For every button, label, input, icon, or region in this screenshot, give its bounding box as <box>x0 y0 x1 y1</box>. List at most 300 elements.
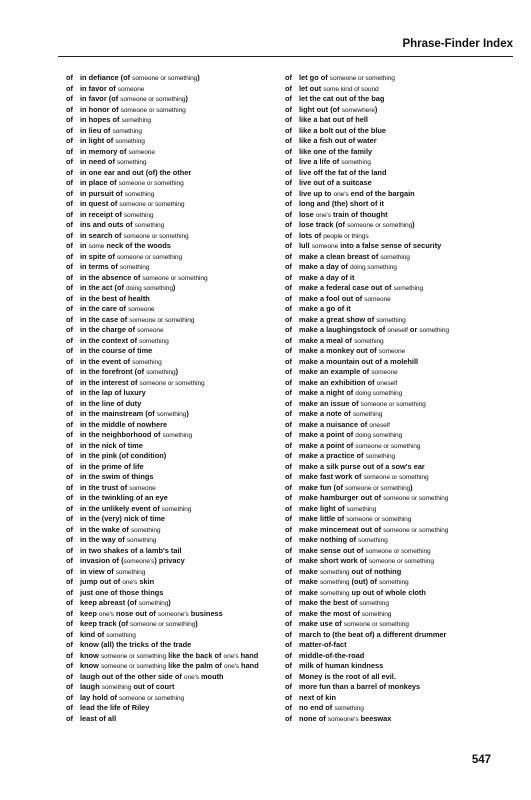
index-entry <box>285 472 515 483</box>
index-entry <box>66 115 278 126</box>
index-entry <box>66 430 278 441</box>
index-phrase: make use of someone or something <box>299 619 409 628</box>
index-keyword: of <box>66 220 73 229</box>
index-keyword: of <box>66 451 73 460</box>
index-phrase: make the most of something <box>299 608 392 618</box>
index-entry <box>285 609 515 620</box>
index-phrase: in the event of something <box>80 356 162 366</box>
index-keyword: of <box>285 125 292 135</box>
index-entry <box>285 315 515 326</box>
index-keyword: of <box>66 640 73 649</box>
index-keyword: of <box>66 514 73 523</box>
index-phrase: live off the fat of the land <box>299 167 387 177</box>
index-phrase: in defiance (of someone or something) <box>80 73 200 82</box>
index-entry <box>285 661 515 672</box>
index-keyword: of <box>285 640 292 649</box>
index-keyword: of <box>285 598 292 607</box>
index-entry <box>285 178 515 189</box>
index-entry <box>285 441 515 452</box>
index-entry <box>285 451 515 462</box>
index-keyword: of <box>66 115 73 124</box>
index-phrase: keep track (of someone or something) <box>80 619 198 628</box>
index-keyword: of <box>285 104 292 114</box>
index-keyword: of <box>66 209 73 219</box>
index-keyword: of <box>66 419 73 429</box>
index-phrase: make a go of it <box>299 304 351 313</box>
index-phrase: in search of someone or something <box>80 230 189 240</box>
index-phrase: in lieu of something <box>80 125 142 135</box>
index-phrase: live out of a suitcase <box>299 178 372 187</box>
index-entry <box>285 304 515 315</box>
index-entry <box>66 336 278 347</box>
index-keyword: of <box>285 188 292 198</box>
index-phrase: in the context of something <box>80 335 169 345</box>
index-phrase: light out (of somewhere) <box>299 104 378 114</box>
index-keyword: of <box>66 125 73 135</box>
index-phrase: in the charge of someone <box>80 325 164 334</box>
index-keyword: of <box>66 703 73 712</box>
index-phrase: make short work of someone or something <box>299 556 434 565</box>
index-keyword: of <box>285 703 292 712</box>
index-keyword: of <box>285 304 292 313</box>
index-entry <box>285 703 515 714</box>
index-phrase: least of all <box>80 713 117 723</box>
index-entry <box>66 346 278 357</box>
index-phrase: make a nuisance of oneself <box>299 419 390 429</box>
index-entry <box>66 640 278 651</box>
index-entry <box>66 388 278 399</box>
index-entry <box>66 493 278 504</box>
index-entry <box>66 504 278 515</box>
index-phrase: make a great show of something <box>299 314 406 324</box>
index-phrase: in the middle of nowhere <box>80 419 168 429</box>
index-keyword: of <box>66 146 73 156</box>
index-keyword: of <box>285 388 292 397</box>
index-keyword: of <box>66 272 73 282</box>
index-keyword: of <box>285 692 292 702</box>
index-entry <box>285 430 515 441</box>
index-keyword: of <box>285 556 292 565</box>
index-entry <box>285 399 515 410</box>
index-entry <box>66 262 278 273</box>
index-phrase: in some neck of the woods <box>80 241 171 250</box>
index-phrase: in the (very) nick of time <box>80 514 166 523</box>
index-entry <box>285 640 515 651</box>
index-keyword: of <box>66 535 73 544</box>
index-phrase: in two shakes of a lamb's tail <box>80 545 182 555</box>
index-keyword: of <box>285 314 292 324</box>
index-entry <box>285 598 515 609</box>
index-entry <box>285 283 515 294</box>
index-entry <box>285 84 515 95</box>
index-keyword: of <box>66 587 73 597</box>
index-phrase: make a laughingstock of oneself or something <box>299 325 449 334</box>
index-phrase: in one ear and out (of) the other <box>80 167 192 177</box>
index-phrase: in the case of someone or something <box>80 314 195 324</box>
index-phrase: in the forefront (of something) <box>80 367 179 376</box>
index-keyword: of <box>285 367 292 376</box>
index-keyword: of <box>66 262 73 271</box>
index-keyword: of <box>66 199 73 208</box>
index-keyword: of <box>66 283 73 292</box>
index-phrase: in the swim of things <box>80 472 154 481</box>
index-keyword: of <box>285 272 292 282</box>
index-keyword: of <box>66 346 73 355</box>
index-phrase: live up to one's end of the bargain <box>299 188 415 198</box>
index-entry <box>66 556 278 567</box>
index-phrase: no end of something <box>299 703 364 712</box>
index-keyword: of <box>66 230 73 240</box>
index-entry <box>285 504 515 515</box>
index-entry <box>66 567 278 578</box>
index-keyword: of <box>66 629 73 639</box>
index-phrase: long and (the) short of it <box>299 199 384 208</box>
index-keyword: of <box>285 283 292 292</box>
index-phrase: next of kin <box>299 692 336 702</box>
index-entry <box>285 420 515 431</box>
index-keyword: of <box>285 430 292 439</box>
index-phrase: in need of something <box>80 157 147 166</box>
index-phrase: know someone or something like the back of one's hand <box>80 650 259 660</box>
index-entry <box>285 682 515 693</box>
index-phrase: make something up out of whole cloth <box>299 587 426 597</box>
index-entry <box>285 619 515 630</box>
index-keyword: of <box>285 398 292 408</box>
index-entry <box>285 493 515 504</box>
index-phrase: ins and outs of something <box>80 220 165 229</box>
index-keyword: of <box>66 388 73 397</box>
index-entry <box>66 157 278 168</box>
index-phrase: matter-of-fact <box>299 640 347 649</box>
index-keyword: of <box>285 535 292 544</box>
index-phrase: let go of someone or something <box>299 73 395 82</box>
index-phrase: in the prime of life <box>80 461 144 471</box>
index-entry <box>66 577 278 588</box>
index-entry <box>285 714 515 725</box>
index-entry <box>66 241 278 252</box>
index-keyword: of <box>285 503 292 513</box>
index-phrase: make a day of doing something <box>299 262 397 271</box>
index-entry <box>66 420 278 431</box>
index-phrase: make something out of nothing <box>299 566 402 576</box>
index-entry <box>66 220 278 231</box>
index-keyword: of <box>66 713 73 723</box>
index-entry <box>66 588 278 599</box>
index-phrase: make hamburger out of someone or something <box>299 493 449 502</box>
index-phrase: in the line of duty <box>80 398 142 408</box>
index-phrase: middle-of-the-road <box>299 650 365 660</box>
index-keyword: of <box>285 241 292 250</box>
index-entry <box>285 136 515 147</box>
index-phrase: in light of something <box>80 136 145 145</box>
index-keyword: of <box>285 493 292 502</box>
index-entry <box>285 588 515 599</box>
index-phrase: in the twinkling of an eye <box>80 493 168 502</box>
index-keyword: of <box>66 482 73 492</box>
index-keyword: of <box>285 293 292 303</box>
index-keyword: of <box>66 73 73 82</box>
index-phrase: in hopes of something <box>80 115 151 124</box>
index-keyword: of <box>285 115 292 124</box>
index-entry <box>285 73 515 84</box>
index-phrase: laugh something out of court <box>80 682 175 691</box>
index-entry <box>66 378 278 389</box>
index-keyword: of <box>285 566 292 576</box>
index-keyword: of <box>285 136 292 145</box>
index-phrase: laugh out of the other side of one's mouth <box>80 671 224 681</box>
index-phrase: lose track (of someone or something) <box>299 220 415 229</box>
index-keyword: of <box>285 356 292 366</box>
index-keyword: of <box>285 619 292 628</box>
index-entry <box>285 388 515 399</box>
index-phrase: in pursuit of something <box>80 188 155 198</box>
index-phrase: in the act (of doing something) <box>80 283 176 292</box>
index-entry <box>285 189 515 200</box>
index-entry <box>66 294 278 305</box>
index-phrase: make something (out) of something <box>299 577 409 586</box>
index-entry <box>66 94 278 105</box>
index-keyword: of <box>285 482 292 492</box>
index-phrase: make a meal of something <box>299 335 384 345</box>
index-entry <box>285 672 515 683</box>
index-keyword: of <box>285 682 292 691</box>
index-entry <box>285 378 515 389</box>
index-keyword: of <box>285 146 292 156</box>
index-entry <box>66 178 278 189</box>
index-phrase: in favor of someone <box>80 83 145 93</box>
index-entry <box>66 472 278 483</box>
index-phrase: make sense out of someone or something <box>299 545 431 555</box>
index-entry <box>66 661 278 672</box>
index-entry <box>285 367 515 378</box>
index-phrase: make fun (of someone or something) <box>299 482 413 492</box>
index-entry <box>66 630 278 641</box>
index-entry <box>285 651 515 662</box>
index-entry <box>285 567 515 578</box>
index-phrase: in place of someone or something <box>80 178 184 187</box>
index-phrase: make a monkey out of someone <box>299 346 406 355</box>
running-header-title: Phrase-Finder Index <box>402 38 513 50</box>
index-keyword: of <box>66 367 73 376</box>
index-keyword: of <box>66 577 73 586</box>
index-phrase: make fast work of someone or something <box>299 472 429 481</box>
index-phrase: like a fish out of water <box>299 136 377 145</box>
index-keyword: of <box>66 472 73 481</box>
index-phrase: in the best of health <box>80 293 150 303</box>
index-entry <box>285 147 515 158</box>
index-phrase: lots of people or things <box>299 230 369 240</box>
index-keyword: of <box>285 514 292 523</box>
index-phrase: kind of something <box>80 629 136 639</box>
index-entry <box>66 514 278 525</box>
index-keyword: of <box>66 650 73 660</box>
index-keyword: of <box>66 461 73 471</box>
index-entry <box>66 525 278 536</box>
index-entry <box>66 619 278 630</box>
index-keyword: of <box>66 83 73 93</box>
index-entry <box>285 630 515 641</box>
index-phrase: in view of something <box>80 566 146 576</box>
index-keyword: of <box>66 440 73 450</box>
index-phrase: lull someone into a false sense of security <box>299 241 442 250</box>
index-keyword: of <box>285 335 292 345</box>
index-keyword: of <box>285 577 292 586</box>
index-entry <box>66 325 278 336</box>
index-entry <box>285 556 515 567</box>
index-keyword: of <box>66 545 73 555</box>
index-keyword: of <box>285 524 292 534</box>
index-phrase: in the care of someone <box>80 304 155 313</box>
index-entry <box>285 105 515 116</box>
index-entry <box>66 304 278 315</box>
index-entry <box>285 483 515 494</box>
index-phrase: make a point of doing something <box>299 430 403 439</box>
index-phrase: in the trust of someone <box>80 482 156 492</box>
index-entry <box>66 399 278 410</box>
index-entry <box>285 231 515 242</box>
index-phrase: make a point of someone or something <box>299 440 421 450</box>
index-phrase: make a day of it <box>299 272 355 282</box>
index-entry <box>285 336 515 347</box>
index-entry <box>66 84 278 95</box>
index-entry <box>285 514 515 525</box>
index-entry <box>285 462 515 473</box>
index-entry <box>66 231 278 242</box>
index-entry <box>66 714 278 725</box>
index-keyword: of <box>66 325 73 334</box>
index-keyword: of <box>66 430 73 439</box>
index-entry <box>285 577 515 588</box>
index-phrase: know someone or something like the palm of one's hand <box>80 661 259 670</box>
index-phrase: more fun than a barrel of monkeys <box>299 682 421 691</box>
index-keyword: of <box>285 451 292 460</box>
index-phrase: milk of human kindness <box>299 661 384 670</box>
index-phrase: make mincemeat out of someone or something <box>299 524 449 534</box>
index-keyword: of <box>285 325 292 334</box>
index-phrase: live a life of something <box>299 157 371 166</box>
index-keyword: of <box>66 409 73 418</box>
index-keyword: of <box>285 650 292 660</box>
index-entry <box>66 283 278 294</box>
index-keyword: of <box>66 314 73 324</box>
index-entry <box>285 273 515 284</box>
index-keyword: of <box>66 157 73 166</box>
index-keyword: of <box>285 419 292 429</box>
index-entry <box>66 546 278 557</box>
index-phrase: make a federal case out of something <box>299 283 424 292</box>
index-entry <box>285 115 515 126</box>
index-phrase: in the interest of someone or something <box>80 377 205 387</box>
index-keyword: of <box>285 83 292 93</box>
index-entry <box>285 126 515 137</box>
index-phrase: make a night of doing something <box>299 388 403 397</box>
index-keyword: of <box>285 157 292 166</box>
index-entry <box>66 672 278 683</box>
index-keyword: of <box>66 293 73 303</box>
index-entry <box>66 409 278 420</box>
index-keyword: of <box>285 220 292 229</box>
index-phrase: in the lap of luxury <box>80 388 146 397</box>
index-phrase: make an exhibition of oneself <box>299 377 398 387</box>
index-phrase: know (all) the tricks of the trade <box>80 640 192 649</box>
index-keyword: of <box>66 503 73 513</box>
index-keyword: of <box>285 545 292 555</box>
index-keyword: of <box>285 346 292 355</box>
index-entry <box>285 210 515 221</box>
index-entry <box>285 262 515 273</box>
index-entry <box>66 252 278 263</box>
index-entry <box>66 315 278 326</box>
index-phrase: just one of those things <box>80 587 164 597</box>
index-phrase: in the nick of time <box>80 440 143 450</box>
index-phrase: let out some kind of sound <box>299 83 379 93</box>
index-entry <box>285 168 515 179</box>
index-entry <box>66 367 278 378</box>
index-phrase: like a bolt out of the blue <box>299 125 387 135</box>
index-keyword: of <box>66 661 73 670</box>
index-entry <box>66 73 278 84</box>
index-keyword: of <box>285 178 292 187</box>
index-keyword: of <box>285 440 292 450</box>
index-keyword: of <box>66 682 73 691</box>
index-keyword: of <box>285 199 292 208</box>
index-phrase: in receipt of something <box>80 209 154 219</box>
index-entry <box>66 273 278 284</box>
index-keyword: of <box>285 461 292 471</box>
index-keyword: of <box>285 713 292 723</box>
index-entry <box>285 220 515 231</box>
index-keyword: of <box>66 671 73 681</box>
index-entry <box>66 651 278 662</box>
index-keyword: of <box>66 608 73 618</box>
index-keyword: of <box>66 556 73 565</box>
index-keyword: of <box>66 356 73 366</box>
index-phrase: lead the life of Riley <box>80 703 150 712</box>
index-keyword: of <box>285 94 292 103</box>
index-entry <box>66 703 278 714</box>
index-phrase: make a clean breast of something <box>299 251 410 261</box>
index-phrase: in the neighborhood of something <box>80 430 193 439</box>
index-phrase: in the pink (of condition) <box>80 451 167 460</box>
index-phrase: make a note of something <box>299 409 383 418</box>
index-phrase: make an issue of someone or something <box>299 398 426 408</box>
header-rule <box>58 56 513 57</box>
index-keyword: of <box>66 398 73 408</box>
index-phrase: in the unlikely event of something <box>80 503 192 513</box>
index-entry <box>285 252 515 263</box>
index-entry <box>285 294 515 305</box>
index-entry <box>285 525 515 536</box>
index-phrase: make an example of someone <box>299 367 398 376</box>
index-phrase: like a bat out of hell <box>299 115 368 124</box>
index-entry <box>66 168 278 179</box>
index-phrase: lose one's train of thought <box>299 209 388 219</box>
index-keyword: of <box>66 104 73 114</box>
index-entry <box>66 126 278 137</box>
index-entry <box>285 157 515 168</box>
index-keyword: of <box>66 304 73 313</box>
index-entry <box>66 189 278 200</box>
index-entry <box>66 199 278 210</box>
index-phrase: in spite of someone or something <box>80 251 183 261</box>
index-column-right <box>285 73 515 724</box>
index-entry <box>66 462 278 473</box>
index-entry <box>285 241 515 252</box>
index-keyword: of <box>285 671 292 681</box>
index-phrase: Money is the root of all evil. <box>299 671 396 681</box>
index-phrase: march to (the beat of) a different drummer <box>299 629 447 639</box>
index-phrase: in terms of something <box>80 262 150 271</box>
